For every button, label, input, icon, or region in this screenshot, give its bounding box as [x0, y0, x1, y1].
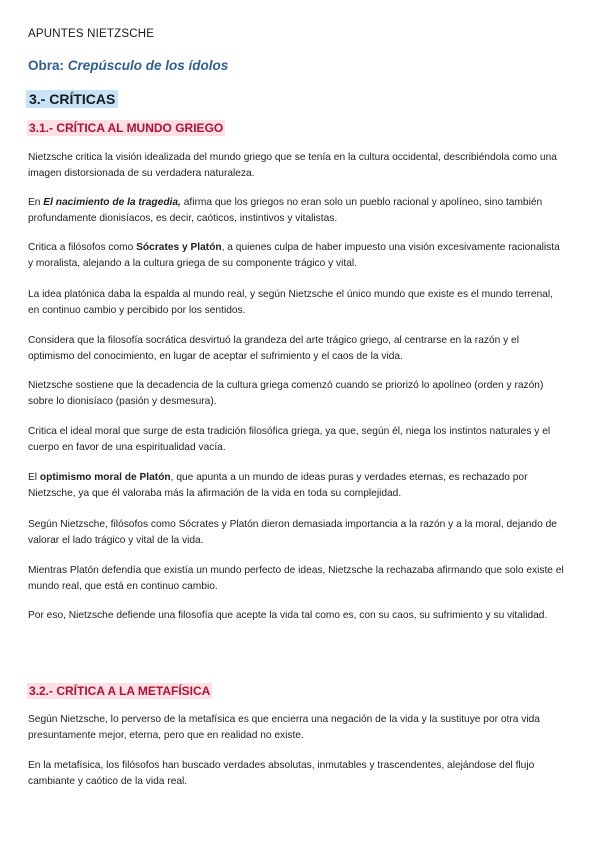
work-label: Obra: — [28, 58, 65, 73]
paragraph-13: En la metafísica, los filósofos han buscado verdades absolutas, inmutables y trascendentes, alejándose del flujo cambiante y caótico de la vida real. — [28, 760, 535, 787]
subsection-heading-metaphysics: 3.2.- CRÍTICA A LA METAFÍSICA — [29, 684, 211, 698]
paragraph-10: Mientras Platón defendía que existía un mundo perfecto de ideas, Nietzsche la rechazaba afirmando que solo existe el mundo real, que está en continuo cambio. — [28, 565, 564, 592]
paragraph-2-pre: En — [28, 197, 44, 208]
paragraph-8-post: , que apunta a un mundo de ideas puras y verdades eternas, es rechazado por Nietzsche, ya que él valoraba más la afirmación de la vida en toda su complejidad. — [28, 472, 528, 499]
paragraph-11: Por eso, Nietzsche defiende una filosofía que acepte la vida tal como es, con su caos, su sufrimiento y su vitalidad. — [28, 610, 548, 621]
paragraph-3-pre: Critica a filósofos como — [28, 242, 137, 253]
paragraph-2 — [28, 195, 564, 227]
paragraph-1: Nietzsche critica la visión idealizada del mundo griego que se tenía en la cultura occidental, describiéndola como una imagen distorsionada de su verdadera naturaleza. — [28, 152, 557, 179]
paragraph-4: La idea platónica daba la espalda al mundo real, y según Nietzsche el único mundo que existe es el mundo terrenal, en continuo cambio y percibido por los sentidos. — [28, 289, 553, 316]
subsection-heading-greek: 3.1.- CRÍTICA AL MUNDO GRIEGO — [29, 121, 224, 135]
paragraph-2-emphasis: El nacimiento de la tragedia, — [43, 197, 181, 208]
work-name: Crepúsculo de los ídolos — [67, 58, 229, 73]
paragraph-12: Según Nietzsche, lo perverso de la metafísica es que encierra una negación de la vida y la sustituye por otra vida presuntamente mejor, eterna, pero que en realidad no existe. — [28, 714, 540, 741]
paragraph-8-pre: El — [28, 472, 40, 483]
paragraph-3 — [28, 240, 564, 272]
work-title — [28, 58, 228, 73]
paragraph-5: Considera que la filosofía socrática desvirtuó la grandeza del arte trágico griego, al centrarse en la razón y el optimismo del conocimiento, en lugar de aceptar el sufrimiento y el caos de la vida. — [28, 335, 519, 362]
paragraph-8-emphasis: optimismo moral de Platón — [39, 472, 171, 483]
paragraph-6: Nietzsche sostiene que la decadencia de la cultura griega comenzó cuando se priorizó lo apolíneo (orden y razón) sobre lo dionisíaco (pasión y desmesura). — [28, 380, 544, 407]
paragraph-8 — [28, 470, 564, 502]
paragraph-3-post: , a quienes culpa de haber impuesto una visión excesivamente racionalista y moralista, alejando a la cultura griega de su componente trágico y vital. — [28, 242, 560, 269]
paragraph-2-post: afirma que los griegos no eran solo un pueblo racional y apolíneo, sino también profundamente dionisíacos, es decir, caóticos, instintivos y vitalistas. — [28, 197, 543, 224]
section-heading: 3.- CRÍTICAS — [26, 90, 118, 108]
paragraph-3-emphasis: Sócrates y Platón — [136, 242, 222, 253]
document-header: APUNTES NIETZSCHE — [28, 28, 155, 40]
paragraph-7: Critica el ideal moral que surge de esta tradición filosófica griega, ya que, según él, niega los instintos naturales y el cuerpo en favor de una espiritualidad vacía. — [28, 426, 551, 453]
paragraph-9: Según Nietzsche, filósofos como Sócrates y Platón dieron demasiada importancia a la razón y a la moral, dejando de valorar el lado trágico y vital de la vida. — [28, 519, 557, 546]
